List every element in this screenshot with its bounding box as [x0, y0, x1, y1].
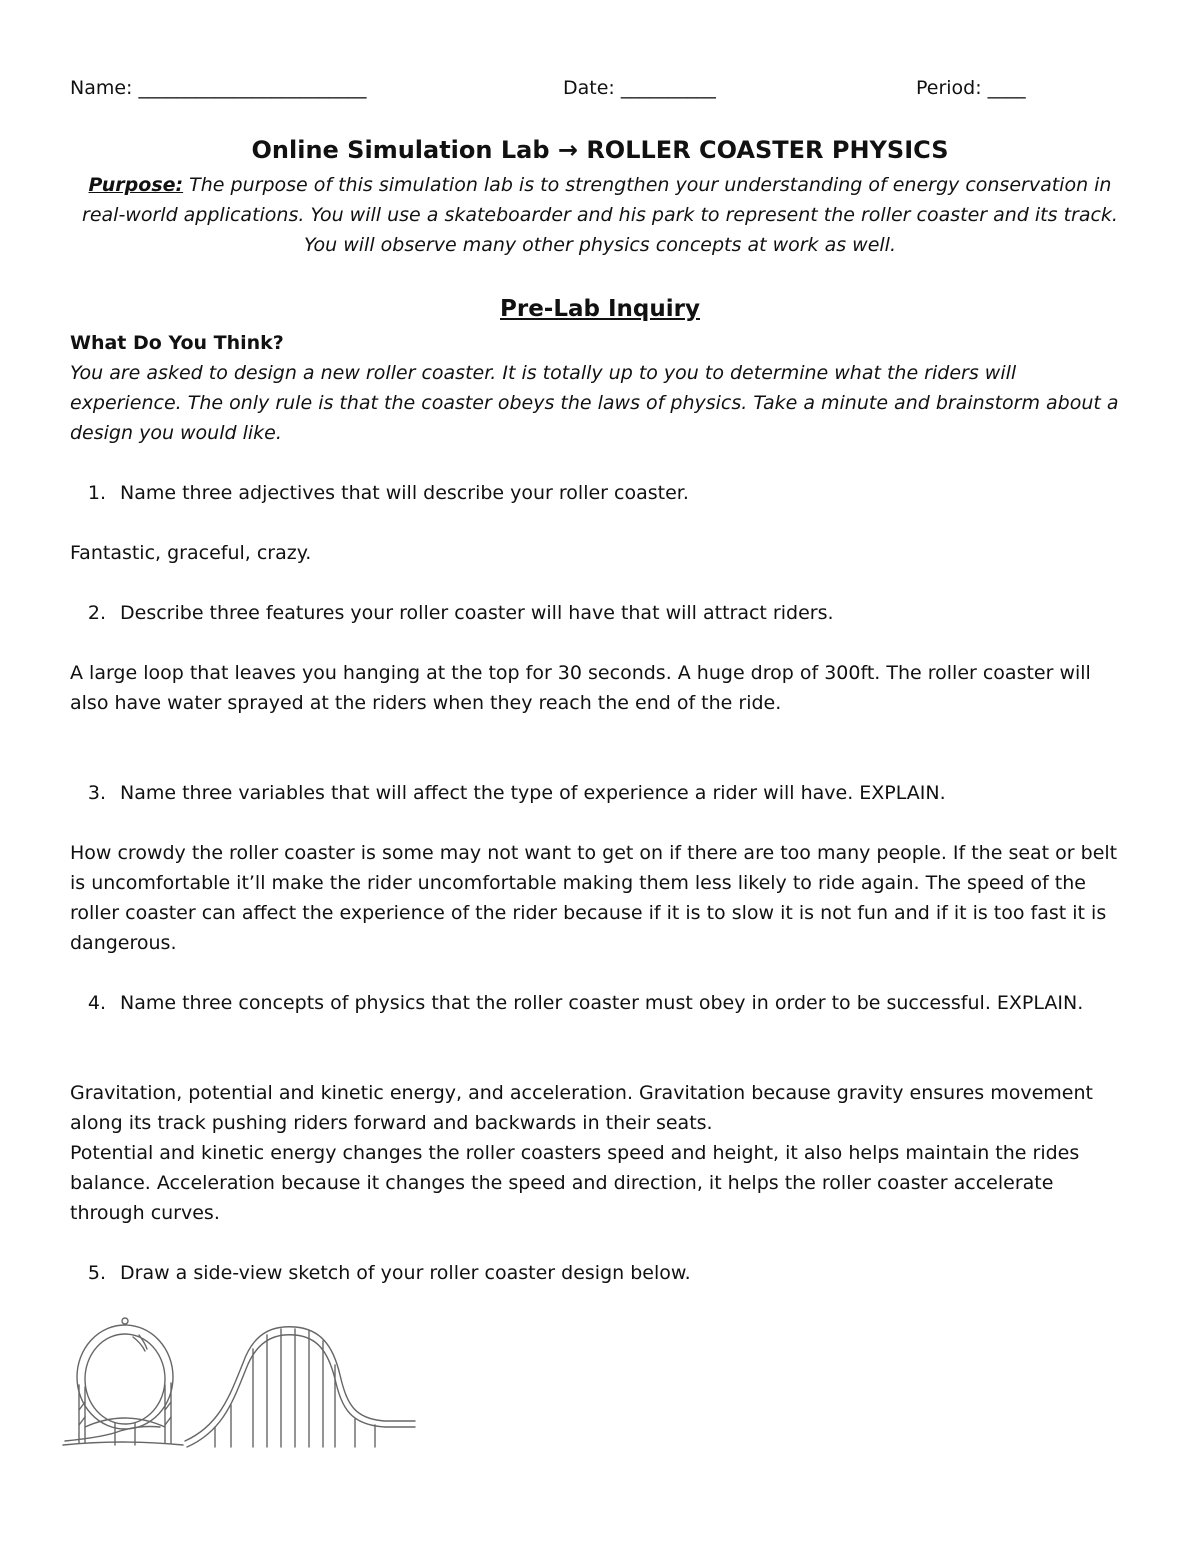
question-text: Draw a side-view sketch of your roller coaster design below. — [120, 1262, 691, 1284]
answer-4-line-2: Potential and kinetic energy changes the roller coasters speed and height, it also helps maintain the rides balance. Acceleration because it changes the speed and direction, it helps the roller coaster accelerate through curves. — [70, 1142, 1080, 1224]
purpose-text: The purpose of this simulation lab is to strengthen your understanding of energy conservation in real-world applications. You will use a skateboarder and his park to represent the roller coaster and its track. You will observe many other physics concepts at work as well. — [82, 174, 1118, 256]
purpose-paragraph — [72, 170, 1128, 260]
question-number: 4. — [87, 992, 106, 1014]
question-text: Describe three features your roller coaster will have that will attract riders. — [120, 602, 834, 624]
name-field-label: Name: ________________________ — [70, 77, 367, 99]
question-5 — [70, 1258, 691, 1288]
arrow-icon: → — [557, 136, 578, 164]
question-1 — [70, 478, 689, 508]
question-number: 1. — [87, 482, 106, 504]
answer-2: A large loop that leaves you hanging at the top for 30 seconds. A huge drop of 300ft. The roller coaster will also have water sprayed at the riders when they reach the end of the ride. — [70, 662, 1091, 714]
prelab-intro: You are asked to design a new roller coaster. It is totally up to you to determine what the riders will experience. The only rule is that the coaster obeys the laws of physics. Take a minute and brainstorm about a design you would like. — [70, 362, 1119, 444]
question-text: Name three variables that will affect the type of experience a rider will have. EXPLAIN. — [120, 782, 946, 804]
question-number: 5. — [87, 1262, 106, 1284]
question-2 — [70, 598, 834, 628]
page-title — [0, 136, 1200, 164]
question-3 — [70, 778, 946, 808]
title-main: ROLLER COASTER PHYSICS — [586, 136, 949, 164]
title-prefix: Online Simulation Lab — [251, 136, 550, 164]
purpose-label: Purpose: — [88, 174, 184, 196]
prelab-subheading: What Do You Think? — [70, 332, 284, 354]
question-number: 2. — [87, 602, 106, 624]
answer-4-line-1: Gravitation, potential and kinetic energy, and acceleration. Gravitation because gravity ensures movement along its track pushing riders forward and backwards in their seats. — [70, 1082, 1093, 1134]
answer-1: Fantastic, graceful, crazy. — [70, 542, 312, 564]
period-field-label: Period: ____ — [916, 77, 1026, 99]
loop-drawing — [63, 1318, 183, 1445]
date-field-label: Date: __________ — [563, 77, 716, 99]
question-text: Name three adjectives that will describe your roller coaster. — [120, 482, 689, 504]
hill-drawing — [185, 1327, 415, 1447]
prelab-heading: Pre-Lab Inquiry — [500, 296, 700, 322]
question-text: Name three concepts of physics that the roller coaster must obey in order to be successful. EXPLAIN. — [120, 992, 1084, 1014]
question-number: 3. — [87, 782, 106, 804]
question-4 — [70, 988, 1130, 1018]
roller-coaster-sketch — [55, 1315, 425, 1465]
answer-3: How crowdy the roller coaster is some may not want to get on if there are too many people. If the seat or belt is uncomfortable it’ll make the rider uncomfortable making them less likely to ride again. The speed of the roller coaster can affect the experience of the rider because if it is to slow it is not fun and if it is too fast it is dangerous. — [70, 842, 1118, 954]
